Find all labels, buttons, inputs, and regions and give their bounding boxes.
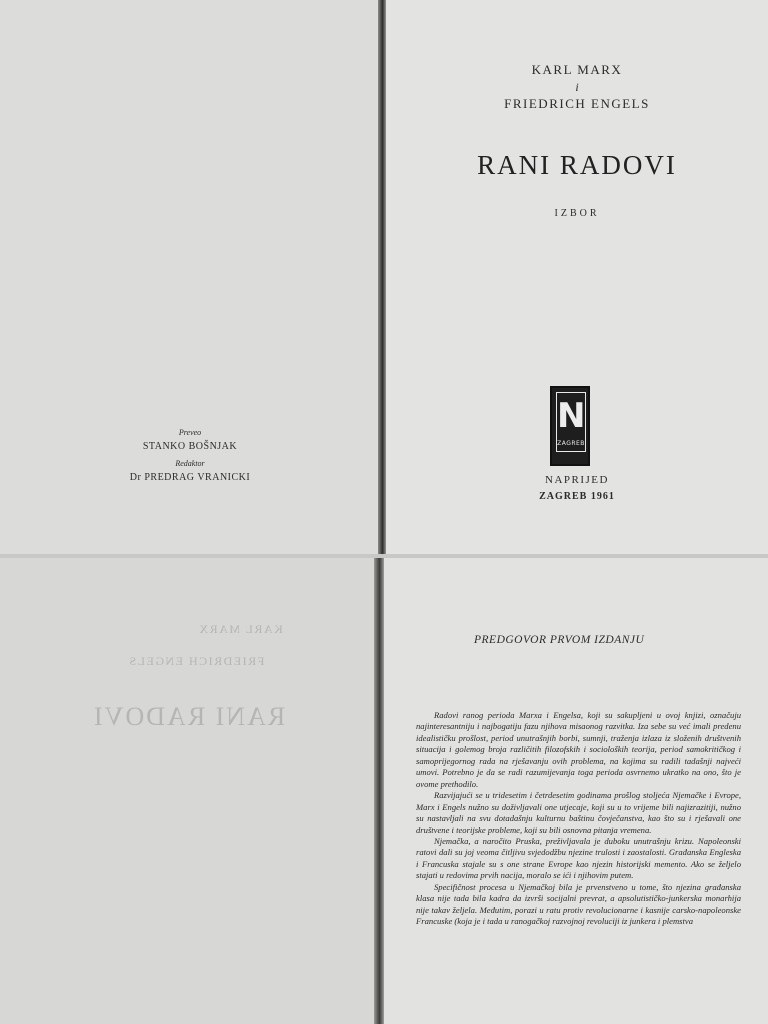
title-page <box>386 0 768 556</box>
editor-name: Dr PREDRAG VRANICKI <box>129 472 251 483</box>
preface-paragraph: Razvijajući se u tridesetim i četrdesetim godinama prošlog stoljeća Njemačke i Evrope, Marx i Engels nužno su doživljavali one utjecaje, koji su u to vrijeme bili najizrazitiji, nužno su nastavljali na svu dotadašnju kulturnu baštinu čovječanstva, kao što su i rješavali one društvene i teorijske probleme, koji su bili osnovna pitanja vremena. <box>416 790 741 835</box>
show-through-author2: FRIEDRICH ENGELS <box>128 654 265 668</box>
blank-page <box>0 558 376 1024</box>
author-engels: FRIEDRICH ENGELS <box>504 96 650 111</box>
logo-letter: N <box>557 396 586 436</box>
preface-heading: PREDGOVOR PRVOM IZDANJU <box>474 634 645 646</box>
book-title: RANI RADOVI <box>477 150 677 180</box>
logo-frame <box>556 392 586 452</box>
preface-paragraph: Radovi ranog perioda Marxa i Engelsa, koji su sakupljeni u ovoj knjizi, označuju najinteresantniju i najbogatiju fazu njihova misaonog razvitka. Iza sebe su već imali predenu idealističku prošlost, period unutrašnjih borbi, sumnji, traženja izlaza iz složenih društvenih situacija i golemog broja različitih filozofskih i socioloških teorija, period samokritičkog i samoprijegornog rada na rješavanju ovih problema, na kojima su radili tadašnji najveći umovi. Potrebno je da se radi razumijevanja toga perioda osvrnemo ukratko na ono, što je ovome prethodilo. <box>416 710 741 789</box>
show-through-title: RANI RADOVI <box>92 702 286 731</box>
preface-body <box>416 710 741 928</box>
translator-label: Preveo <box>178 428 202 437</box>
publication-place-year: ZAGREB 1961 <box>539 491 615 502</box>
verso-page <box>0 0 380 556</box>
author-marx: KARL MARX <box>531 62 623 77</box>
publisher-name: NAPRIJED <box>545 474 609 486</box>
translator-name: STANKO BOŠNJAK <box>142 441 238 452</box>
book-subtitle: IZBOR <box>554 208 600 219</box>
logo-city: ZAGREB <box>557 440 585 447</box>
preface-paragraph: Njemačka, a naročito Pruska, preživljavala je duboku unutrašnju krizu. Napoleonski ratovi dali su joj veoma čitljivu svjedodžbu njezine trulosti i zaostalosti. Građanska Engleska i Francuska stajale su s one strane Evrope kao njezin historijski memento. Ako se željelo stajati u redovima prvih nacija, moralo se ići i njihovim putem. <box>416 835 741 881</box>
publisher-logo <box>550 386 590 466</box>
preface-paragraph: Specifičnost procesa u Njemačkoj bila je prvenstveno u tome, što njezina građanska klasa nije tada bila kadra da izvrši socijalni prevrat, a apsolutističko-junkerska monarhija nije takav željela. Međutim, porazi u ratu protiv revolucionarne i kasnije carsko-napoleonske Francuske (koja je i tada u ranogačkoj razvojnoj revoluciji iz junkera i plemstva <box>416 881 741 927</box>
editor-label: Redaktor <box>175 459 205 468</box>
preface-page <box>384 558 768 1024</box>
show-through-author1: KARL MARX <box>198 622 283 636</box>
conjunction: i <box>575 80 579 94</box>
